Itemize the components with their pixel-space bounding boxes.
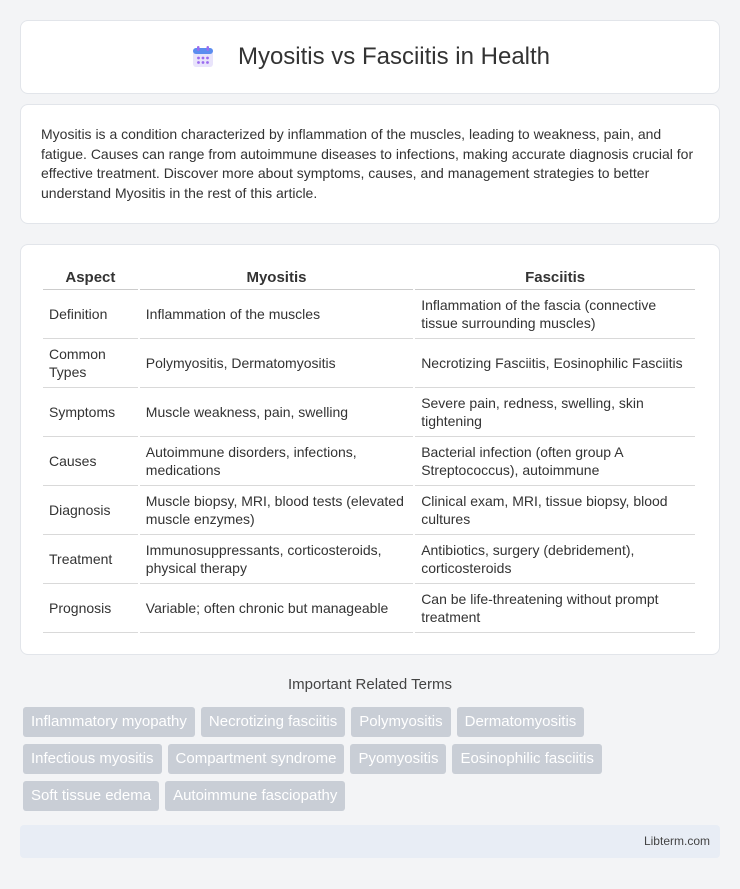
comparison-table xyxy=(41,265,697,633)
related-term-tag[interactable]: Inflammatory myopathy xyxy=(23,707,195,737)
row-myositis: Variable; often chronic but manageable xyxy=(140,584,413,633)
row-fasciitis: Antibiotics, surgery (debridement), corticosteroids xyxy=(415,535,695,584)
page-title: Myositis vs Fasciitis in Health xyxy=(237,43,551,70)
row-aspect: Prognosis xyxy=(43,584,138,633)
row-fasciitis: Clinical exam, MRI, tissue biopsy, blood cultures xyxy=(415,486,695,535)
related-term-tag[interactable]: Necrotizing fasciitis xyxy=(201,707,345,737)
row-aspect: Diagnosis xyxy=(43,486,138,535)
row-myositis: Autoimmune disorders, infections, medications xyxy=(140,437,413,486)
related-term-tag[interactable]: Dermatomyositis xyxy=(457,707,585,737)
table-row xyxy=(43,388,695,437)
row-fasciitis: Bacterial infection (often group A Streptococcus), autoimmune xyxy=(415,437,695,486)
row-aspect: Common Types xyxy=(43,339,138,388)
table-row xyxy=(43,339,695,388)
related-term-tag[interactable]: Pyomyositis xyxy=(350,744,446,774)
row-myositis: Polymyositis, Dermatomyositis xyxy=(140,339,413,388)
row-myositis: Inflammation of the muscles xyxy=(140,290,413,339)
row-myositis: Muscle biopsy, MRI, blood tests (elevated muscle enzymes) xyxy=(140,486,413,535)
row-aspect: Definition xyxy=(43,290,138,339)
table-row xyxy=(43,290,695,339)
comparison-card xyxy=(20,244,720,655)
related-term-tag[interactable]: Eosinophilic fasciitis xyxy=(452,744,601,774)
related-term-tag[interactable]: Autoimmune fasciopathy xyxy=(165,781,345,811)
intro-text: Myositis is a condition characterized by inflammation of the muscles, leading to weakness, pain, and fatigue. Causes can range from autoimmune diseases to infections, making accurate diagnosis crucial for effective treatment. Discover more about symptoms, causes, and management strategies to better understand Myositis in the rest of this article. xyxy=(41,126,694,201)
row-aspect: Symptoms xyxy=(43,388,138,437)
header-aspect: Aspect xyxy=(43,265,138,290)
row-fasciitis: Can be life-threatening without prompt treatment xyxy=(415,584,695,633)
row-myositis: Muscle weakness, pain, swelling xyxy=(140,388,413,437)
row-aspect: Treatment xyxy=(43,535,138,584)
header-card xyxy=(20,20,720,94)
related-terms-title: Important Related Terms xyxy=(288,676,452,693)
row-fasciitis: Severe pain, redness, swelling, skin tightening xyxy=(415,388,695,437)
header-fasciitis: Fasciitis xyxy=(415,265,695,290)
row-fasciitis: Necrotizing Fasciitis, Eosinophilic Fasciitis xyxy=(415,339,695,388)
row-aspect: Causes xyxy=(43,437,138,486)
related-term-tag[interactable]: Infectious myositis xyxy=(23,744,162,774)
header-myositis: Myositis xyxy=(140,265,413,290)
calendar-icon xyxy=(190,44,216,70)
related-term-tag[interactable]: Compartment syndrome xyxy=(168,744,345,774)
footer-site-link[interactable]: Libterm.com xyxy=(643,834,710,848)
related-terms-list xyxy=(23,707,703,811)
table-row xyxy=(43,535,695,584)
row-myositis: Immunosuppressants, corticosteroids, physical therapy xyxy=(140,535,413,584)
related-term-tag[interactable]: Polymyositis xyxy=(351,707,450,737)
footer xyxy=(20,825,720,858)
table-row xyxy=(43,437,695,486)
intro-card xyxy=(20,104,720,224)
related-term-tag[interactable]: Soft tissue edema xyxy=(23,781,159,811)
table-header-row xyxy=(43,265,695,290)
row-fasciitis: Inflammation of the fascia (connective tissue surrounding muscles) xyxy=(415,290,695,339)
table-row xyxy=(43,584,695,633)
table-row xyxy=(43,486,695,535)
